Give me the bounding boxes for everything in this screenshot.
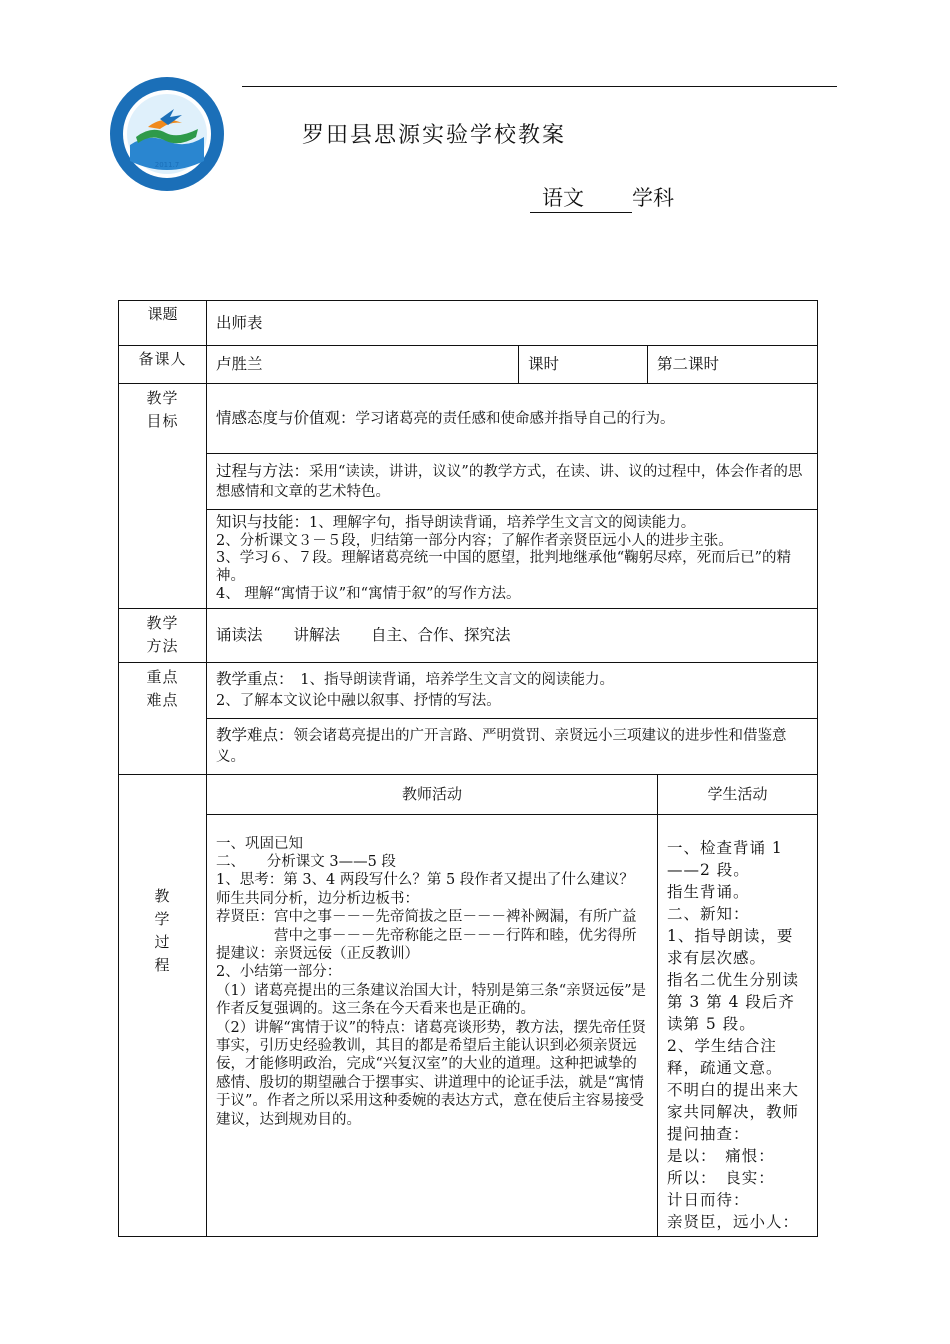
goal-knowledge — [207, 510, 818, 609]
process-label-char-1: 教 — [154, 886, 171, 905]
teacher-line-1: 一、巩固已知 — [216, 835, 303, 852]
key-label-line1: 重点 — [146, 667, 179, 686]
student-activity-header: 学生活动 — [658, 774, 818, 814]
period-label: 课时 — [519, 346, 648, 384]
svg-text:2011.7: 2011.7 — [154, 161, 180, 169]
student-line-1: 一、检查背诵 1——2 段。 — [667, 838, 783, 879]
goal-process — [207, 454, 818, 510]
student-line-2: 指生背诵。 — [667, 882, 750, 901]
school-logo — [108, 75, 226, 193]
key-head: 教学重点： — [216, 670, 286, 689]
lesson-plan-table — [118, 300, 818, 1237]
key-points — [207, 662, 818, 718]
goal-knowledge-line-2: 2、分析课文３－５段，归结第一部分内容；了解作者亲贤臣远小人的进步主张。 — [216, 532, 733, 549]
process-label-char-4: 程 — [154, 956, 171, 975]
student-line-7: 不明白的提出来大家共同解决，教师提问抽查： — [667, 1080, 800, 1143]
process-label-char-2: 学 — [154, 909, 171, 928]
teacher-line-6: 营中之事－－－先帝称能之臣－－－行阵和睦，优劣得所提建议：亲贤远佞（正反教训） — [216, 927, 637, 962]
key-label — [119, 662, 207, 774]
teacher-line-7: 2、小结第一部分： — [216, 964, 342, 981]
topic-label: 课题 — [119, 301, 207, 346]
difficulty-text: 领会诸葛亮提出的广开言路、严明赏罚、亲贤远小三项建议的进步性和借鉴意义。 — [216, 728, 787, 765]
student-line-6: 2、学生结合注释，疏通文意。 — [667, 1036, 783, 1077]
teacher-line-3: 1、思考：第 3、4 两段写什么？第 5 段作者又提出了什么建议？ — [216, 872, 634, 889]
process-label-char-3: 过 — [154, 933, 171, 951]
teacher-activity — [207, 814, 658, 1236]
key-line-1: 1、指导朗读背诵，培养学生文言文的阅读能力。 — [285, 672, 614, 689]
goal-process-text: 采用“读读，讲讲，议议”的教学方式，在读、讲、议的过程中，体会作者的思想感情和文章的艺术特色。 — [216, 463, 803, 501]
preparer-value: 卢胜兰 — [207, 346, 519, 384]
student-line-11: 亲贤臣，远小人： — [667, 1212, 800, 1231]
teacher-line-2: 二、 分析课文 3——5 段 — [216, 853, 396, 870]
method-value: 诵读法 讲解法 自主、合作、探究法 — [207, 609, 818, 663]
student-activity — [658, 814, 818, 1236]
difficulty — [207, 718, 818, 774]
teacher-line-5: 荐贤臣：宫中之事－－－先帝简拔之臣－－－裨补阙漏，有所广益 — [216, 909, 637, 926]
key-label-line2: 难点 — [146, 690, 179, 709]
goal-emotion-head: 情感态度与价值观： — [216, 408, 356, 427]
subject-value: 语文 — [530, 182, 632, 213]
method-label — [119, 609, 207, 663]
goals-label — [119, 384, 207, 609]
goal-knowledge-line-1: 1、理解字句，指导朗读背诵，培养学生文言文的阅读能力。 — [309, 515, 696, 531]
period-value: 第二课时 — [648, 346, 818, 384]
subject-suffix: 学科 — [632, 186, 674, 210]
topic-value: 出师表 — [207, 301, 818, 346]
header-rule — [242, 86, 837, 87]
difficulty-head: 教学难点： — [216, 726, 294, 745]
goals-label-line1: 教学 — [146, 389, 179, 407]
student-line-9: 所以： 良实： — [667, 1168, 775, 1187]
student-line-4: 1、指导朗读，要求有层次感。 — [667, 926, 794, 967]
process-label — [119, 774, 207, 1236]
goals-label-line2: 目标 — [146, 412, 179, 431]
goal-knowledge-line-4: 4、 理解“寓情于议”和“寓情于叙”的写作方法。 — [216, 585, 521, 602]
school-title: 罗田县思源实验学校教案 — [302, 123, 567, 148]
teacher-line-9: （2）讲解“寓情于议”的特点：诸葛亮谈形势，教方法，摆先帝任贤事实，引历史经验教训，其目的都是希望后主能认识到必须亲贤远佞，才能修明政治，完成“兴复汉室”的大业的道理。这种把诚挚的感情、殷切的期望融合于摆事实、讲道理中的论证手法，就是“寓情于议”。作者之所以采用这种委婉的表达方式，意在使后主容易接受建议，达到规劝目的。 — [216, 1019, 647, 1128]
goal-process-head: 过程与方法： — [216, 461, 310, 480]
method-label-line2: 方法 — [146, 637, 179, 656]
student-line-10: 计日而待： — [667, 1190, 750, 1209]
key-line-2: 2、了解本文议论中融以叙事、抒情的写法。 — [216, 692, 501, 709]
goal-knowledge-line-3: 3、学习６、７段。理解诸葛亮统一中国的愿望，批判地继承他“鞠躬尽瘁，死而后已”的精神。 — [216, 550, 792, 585]
student-line-5: 指名二优生分别读第 3 第 4 段后齐读第 5 段。 — [667, 970, 800, 1033]
teacher-line-4: 师生共同分析，边分析边板书： — [216, 890, 419, 907]
student-line-8: 是以： 痛恨： — [667, 1146, 775, 1165]
teacher-line-8: （1）诸葛亮提出的三条建议治国大计，特别是第三条“亲贤远佞”是作者反复强调的。这三条在今天看来也是正确的。 — [216, 982, 647, 1018]
subject-line — [530, 182, 674, 213]
preparer-label: 备课人 — [119, 346, 207, 384]
method-label-line1: 教学 — [146, 614, 179, 632]
teacher-activity-header: 教师活动 — [207, 774, 658, 814]
goal-emotion — [207, 384, 818, 454]
goal-knowledge-head: 知识与技能： — [216, 513, 310, 531]
goal-emotion-text: 学习诸葛亮的责任感和使命感并指导自己的行为。 — [355, 410, 675, 427]
student-line-3: 二、新知： — [667, 904, 750, 923]
